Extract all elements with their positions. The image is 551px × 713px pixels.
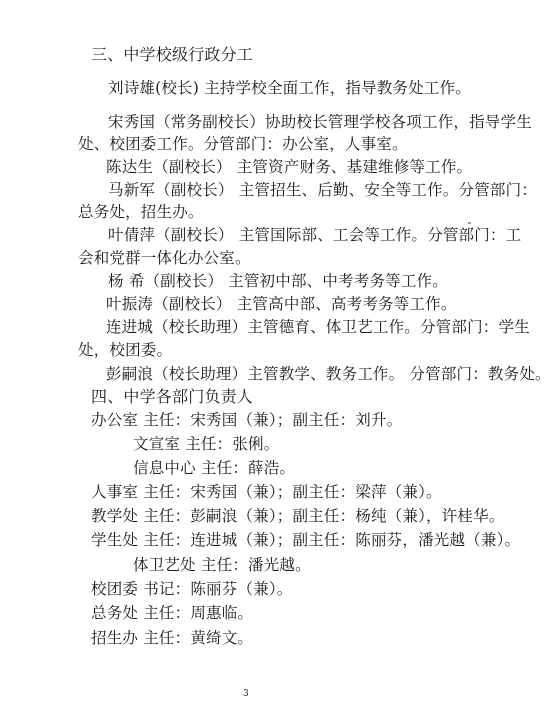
dept-publicity: 文宣室 主任：张俐。 <box>133 435 280 453</box>
line-vp-yezt: 叶振涛（副校长） 主管高中部、高考考务等工作。 <box>106 295 457 313</box>
line-exec-vp: 宋秀国（常务副校长）协助校长管理学校各项工作，指导学生 <box>108 113 532 131</box>
dept-student: 学生处 主任：连进城（兼）；副主任：陈丽芬，潘光越（兼）。 <box>91 531 521 549</box>
line-vp-ma: 马新军（副校长） 主管招生、后勤、安全等工作。分管部门： <box>108 181 538 199</box>
line-vp-ye-cont: 会和党群一体化办公室。 <box>78 249 251 267</box>
section3-heading: 三、中学校级行政分工 <box>91 45 254 64</box>
section4-heading: 四、中学各部门负责人 <box>91 387 254 406</box>
line-vp-ye: 叶倩萍（副校长） 主管国际部、工会等工作。分管部门：工 <box>108 226 522 244</box>
dept-office: 办公室 主任：宋秀国（兼）；副主任：刘升。 <box>91 411 403 429</box>
dept-teaching: 教学处 主任：彭嗣浪（兼）；副主任：杨纯（兼），许桂华。 <box>91 507 505 525</box>
line-vp-chen: 陈达生（副校长） 主管资产财务、基建维修等工作。 <box>106 158 473 176</box>
dept-info-center: 信息中心 主任：薛浩。 <box>133 459 296 477</box>
dept-general-affairs: 总务处 主任：周惠临。 <box>91 604 254 622</box>
dept-personnel: 人事室 主任：宋秀国（兼）；副主任：梁萍（兼）。 <box>91 483 442 501</box>
dept-youth-league: 校团委 书记：陈丽芬（兼）。 <box>91 580 293 598</box>
dept-admissions: 招生办 主任：黄绮文。 <box>91 629 254 647</box>
line-principal: 刘诗雄(校长) 主持学校全面工作，指导教务处工作。 <box>108 79 472 97</box>
dept-health-arts: 体卫艺处 主任：潘光越。 <box>133 556 311 574</box>
line-assistant-peng: 彭嗣浪（校长助理）主管教学、教务工作。 分管部门：教务处。 <box>106 365 551 383</box>
line-vp-yang: 杨 希（副校长） 主管初中部、中考考务等工作。 <box>108 272 448 290</box>
line-assistant-lian: 连进城（校长助理）主管德育、体卫艺工作。分管部门：学生 <box>106 318 530 336</box>
line-assistant-lian-cont: 处，校团委。 <box>78 341 173 359</box>
line-exec-vp-cont: 处、校团委工作。分管部门：办公室，人事室。 <box>78 135 408 153</box>
page-number: 3 <box>243 689 249 699</box>
line-vp-ma-cont: 总务处，招生办。 <box>78 203 204 221</box>
scan-mark <box>468 222 471 224</box>
